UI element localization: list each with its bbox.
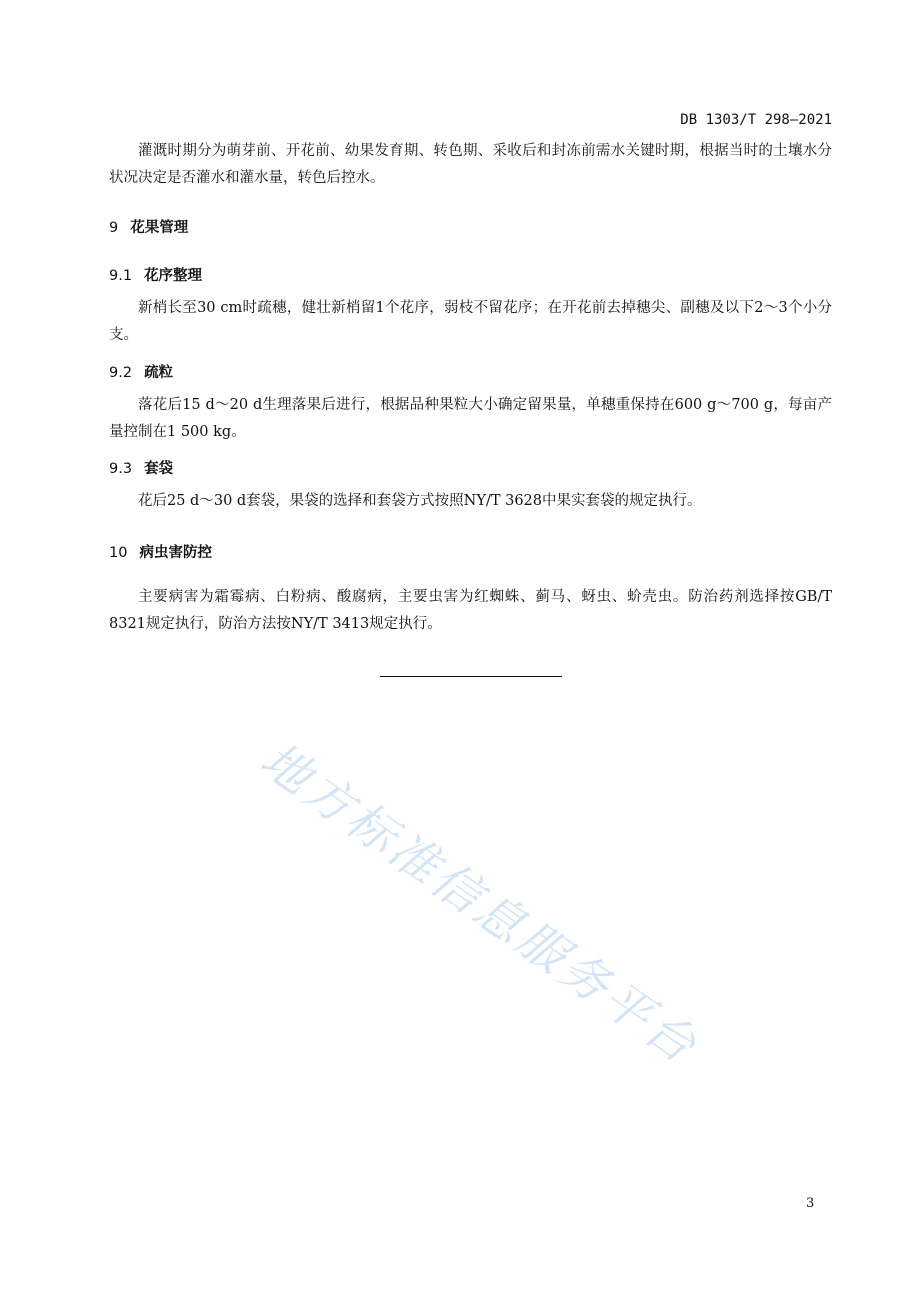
section-number: 10 <box>109 545 128 561</box>
section-number: 9.3 <box>109 461 133 477</box>
section-10-heading <box>109 541 212 562</box>
section-9-2-paragraph: 落花后15 d～20 d生理落果后进行，根据品种果粒大小确定留果量，单穗重保持在600 g～700 g，每亩产量控制在1 500 kg。 <box>109 397 832 440</box>
section-number: 9.2 <box>109 365 133 381</box>
section-9-3-paragraph: 花后25 d～30 d套袋，果袋的选择和套袋方式按照NY/T 3628中果实套袋的规定执行。 <box>138 493 702 509</box>
section-9-heading <box>109 216 188 237</box>
section-9-2-heading <box>109 361 173 382</box>
page-number: 3 <box>806 1196 815 1211</box>
section-10-paragraph: 主要病害为霜霉病、白粉病、酸腐病，主要虫害为红蜘蛛、蓟马、蚜虫、蚧壳虫。防治药剂选择按GB/T 8321规定执行，防治方法按NY/T 3413规定执行。 <box>109 589 832 632</box>
end-of-document-rule <box>380 676 562 677</box>
section-9-3-heading <box>109 457 173 478</box>
section-title: 疏粒 <box>144 365 174 381</box>
document-code: DB 1303/T 298—2021 <box>680 112 832 128</box>
section-title: 花序整理 <box>144 268 203 284</box>
section-title: 套袋 <box>144 461 174 477</box>
section-title: 病虫害防控 <box>139 545 212 561</box>
section-title: 花果管理 <box>130 220 189 236</box>
irrigation-paragraph: 灌溉时期分为萌芽前、开花前、幼果发育期、转色期、采收后和封冻前需水关键时期，根据当时的土壤水分状况决定是否灌水和灌水量，转色后控水。 <box>109 143 832 186</box>
section-number: 9.1 <box>109 268 133 284</box>
watermark-text: 地方标准信息服务平台 <box>250 731 709 1076</box>
section-9-1-paragraph: 新梢长至30 cm时疏穗，健壮新梢留1个花序，弱枝不留花序；在开花前去掉穗尖、副穗及以下2～3个小分支。 <box>109 300 832 343</box>
section-number: 9 <box>109 220 119 236</box>
section-9-1-heading <box>109 264 202 285</box>
